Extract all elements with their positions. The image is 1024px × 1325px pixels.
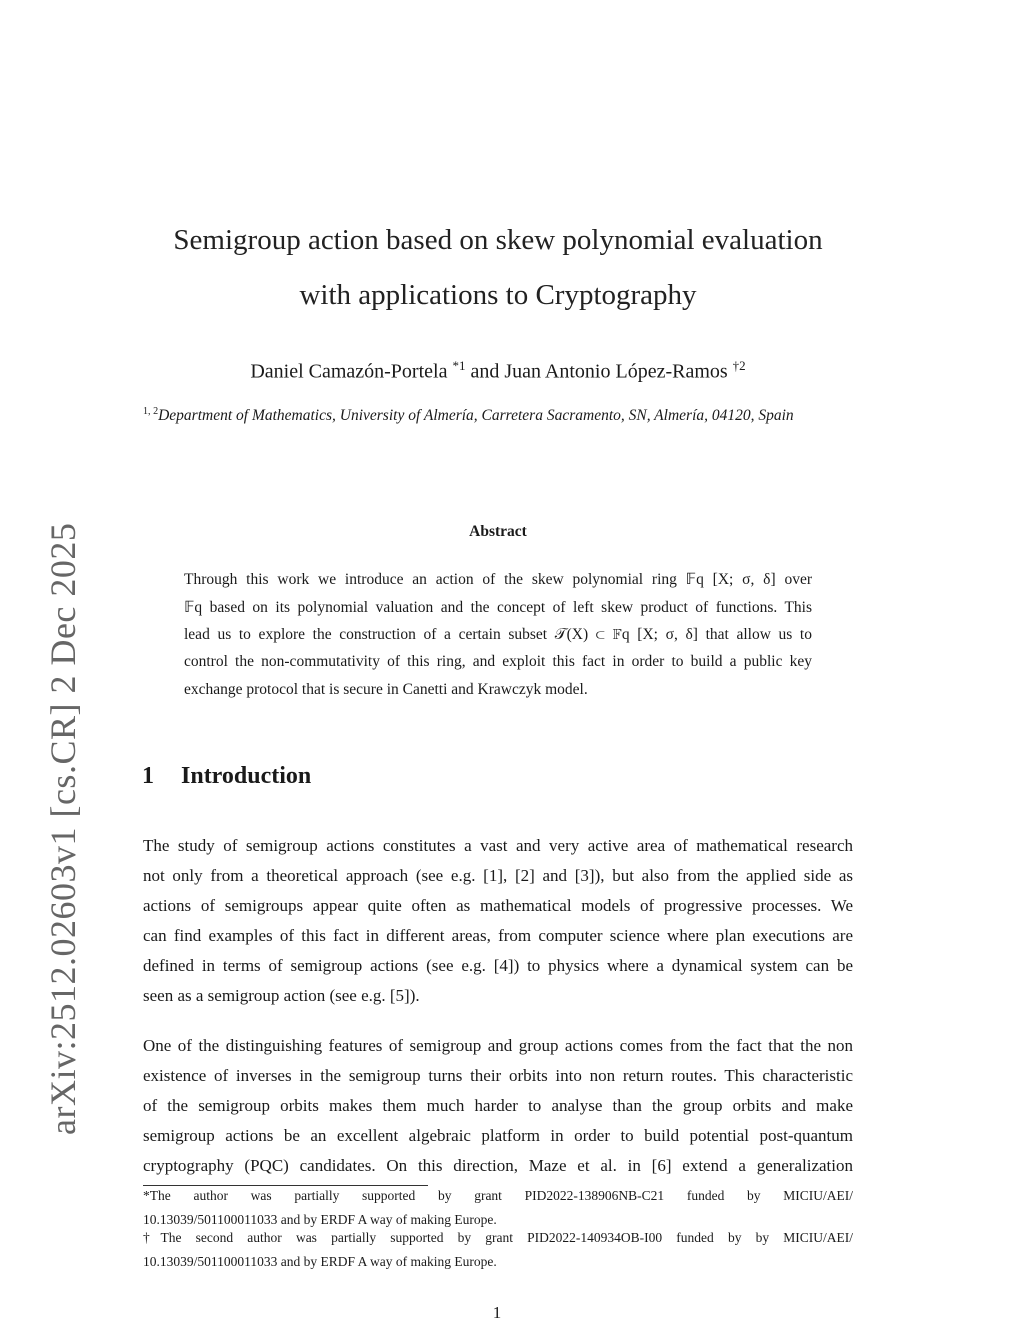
body-line: of the semigroup orbits makes them much harder to analyse than the group orbits and make xyxy=(143,1096,853,1115)
body-line: existence of inverses in the semigroup turns their orbits into non return routes. This characteristic xyxy=(143,1066,853,1085)
affiliation-marks: 1, 2 xyxy=(143,406,159,417)
body-line: defined in terms of semigroup actions (see e.g. [4]) to physics where a dynamical system can be xyxy=(143,956,853,975)
footnote-rule xyxy=(143,1185,428,1186)
author-1: Daniel Camazón-Portela xyxy=(250,360,448,383)
body-line: cryptography (PQC) candidates. On this direction, Maze et al. in [6] extend a generalization xyxy=(143,1156,853,1175)
abstract-line: control the non-commutativity of this ring, and exploit this fact in order to build a public key xyxy=(184,653,812,670)
body-line: seen as a semigroup action (see e.g. [5]). xyxy=(143,986,420,1005)
body-line: actions of semigroups appear quite often as mathematical models of progressive processes. We xyxy=(143,896,853,915)
paper-title-line-1: Semigroup action based on skew polynomial evaluation xyxy=(173,224,823,256)
affiliation-text: Department of Mathematics, University of Almería, Carretera Sacramento, SN, Almería, 04120, Spain xyxy=(158,407,794,425)
abstract-line: 𝔽q based on its polynomial valuation and the concept of left skew product of functions. This xyxy=(184,599,812,616)
footnote-line: *The author was partially supported by grant PID2022-138906NB-C21 funded by MICIU/AEI/ xyxy=(143,1188,853,1203)
footnote-line: 10.13039/501100011033 and by ERDF A way of making Europe. xyxy=(143,1254,497,1269)
authors-joiner: and xyxy=(470,360,500,383)
abstract-line: exchange protocol that is secure in Canetti and Krawczyk model. xyxy=(184,681,588,698)
abstract-heading: Abstract xyxy=(469,523,527,540)
authors-line xyxy=(140,358,856,384)
body-line: can find examples of this fact in different areas, from computer science where plan executions are xyxy=(143,926,853,945)
abstract-line: lead us to explore the construction of a certain subset 𝒯(X) ⊂ 𝔽q [X; σ, δ] that allow us to xyxy=(184,626,812,643)
page-number: 1 xyxy=(492,1303,502,1322)
footnote-line: †The second author was partially supported by grant PID2022-140934OB-I00 funded by by MICIU/AEI/ xyxy=(143,1230,853,1245)
body-line: One of the distinguishing features of semigroup and group actions comes from the fact that the non xyxy=(143,1036,853,1055)
section-number: 1 xyxy=(142,763,154,789)
author-1-mark: *1 xyxy=(452,358,466,373)
body-line: semigroup actions be an excellent algebraic platform in order to build potential post-quantum xyxy=(143,1126,853,1145)
paper-title-line-2: with applications to Cryptography xyxy=(299,279,697,311)
footnote-line: 10.13039/501100011033 and by ERDF A way of making Europe. xyxy=(143,1212,497,1227)
arxiv-identifier: arXiv:2512.02603v1 [cs.CR] 2 Dec 2025 xyxy=(43,522,83,1135)
body-line: The study of semigroup actions constitutes a vast and very active area of mathematical research xyxy=(143,836,853,855)
body-line: not only from a theoretical approach (see e.g. [1], [2] and [3]), but also from the applied side as xyxy=(143,866,853,885)
section-title: Introduction xyxy=(181,763,312,789)
affiliation xyxy=(143,406,863,425)
author-2-mark: †2 xyxy=(732,358,746,373)
abstract-line: Through this work we introduce an action of the skew polynomial ring 𝔽q [X; σ, δ] over xyxy=(184,571,812,588)
author-2: Juan Antonio López-Ramos xyxy=(504,360,728,383)
